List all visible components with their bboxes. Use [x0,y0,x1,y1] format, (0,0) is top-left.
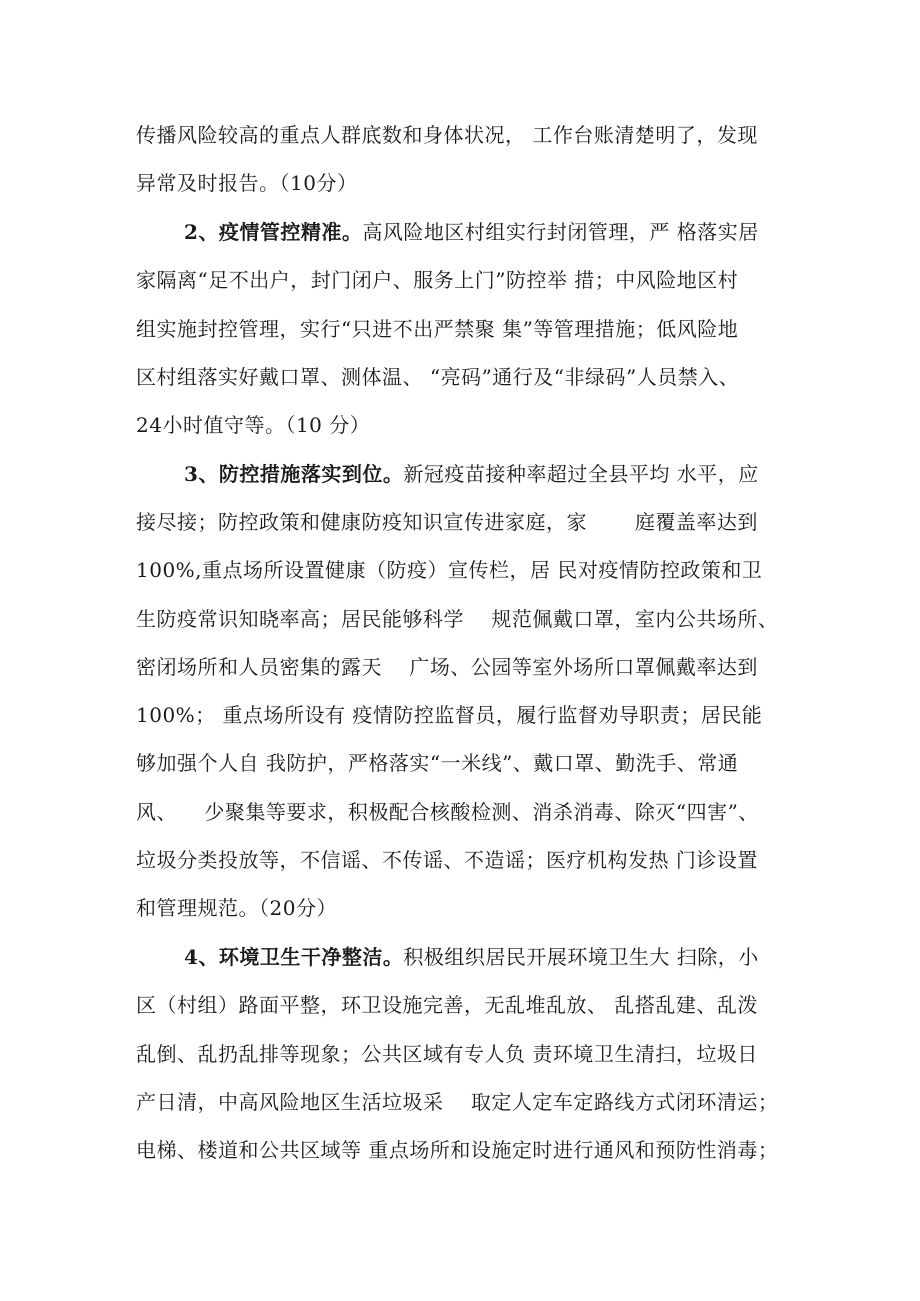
paragraph-line: 异常及时报告。（10分） [136,171,358,195]
paragraph-line: 垃圾分类投放等，不信谣、不传谣、不造谣；医疗机构发热 门诊设置 [136,848,758,872]
paragraph-line: 区村组落实好戴口罩、测体温、 “亮码”通行及“非绿码”人员禁入、 [136,365,740,389]
paragraph-line: 传播风险较高的重点人群底数和身体状况， 工作台账清楚明了，发现 [136,123,758,147]
paragraph-line: 接尽接；防控政策和健康防疫知识宣传进家庭，家 庭覆盖率达到 [136,510,758,534]
section-4-heading-line: 4、环境卫生干净整洁。积极组织居民开展环境卫生大 扫除，小 [184,945,759,969]
section-3-heading-line: 3、防控措施落实到位。新冠疫苗接种率超过全县平均 水平，应 [184,462,759,486]
paragraph-line: 够加强个人自 我防护，严格落实“一米线”、戴口罩、勤洗手、常通 [136,751,739,775]
paragraph-line: 24小时值守等。（10 分） [136,413,371,437]
paragraph-line: 电梯、楼道和公共区域等 重点场所和设施定时进行通风和预防性消毒； [136,1138,779,1162]
paragraph-line: 生防疫常识知晓率高；居民能够科学 规范佩戴口罩，室内公共场所、 [136,607,779,631]
paragraph-line: 100%； 重点场所设有 疫情防控监督员，履行监督劝导职责；居民能 [136,703,763,727]
paragraph-line: 家隔离“足不出户，封门闭户、服务上门”防控举 措；中风险地区村 [136,268,739,292]
section-heading: 3、防控措施落实到位。 [184,462,404,486]
section-heading: 2、疫情管控精准。 [184,220,363,244]
paragraph-line: 乱倒、乱扔乱排等现象；公共区域有专人负 责环境卫生清扫，垃圾日 [136,1042,758,1066]
paragraph-line: 产日清，中高风险地区生活垃圾采 取定人定车定路线方式闭环清运； [136,1090,779,1114]
section-heading: 4、环境卫生干净整洁。 [184,945,404,969]
section-2-heading-line: 2、疫情管控精准。高风险地区村组实行封闭管理，严 格落实居 [184,220,759,244]
paragraph-line: 和管理规范。（20分） [136,896,337,920]
paragraph-line: 密闭场所和人员密集的露天 广场、公园等室外场所口罩佩戴率达到 [136,655,758,679]
paragraph-line: 组实施封控管理，实行“只进不出严禁聚 集”等管理措施；低风险地 [136,317,739,341]
paragraph-line: 风、 少聚集等要求，积极配合核酸检测、消杀消毒、除灭“四害”、 [136,800,759,824]
paragraph-line: 100%,重点场所设置健康（防疫）宣传栏，居 民对疫情防控政策和卫 [136,558,763,582]
paragraph-line: 区（村组）路面平整，环卫设施完善，无乱堆乱放、 乱搭乱建、乱泼 [136,993,758,1017]
